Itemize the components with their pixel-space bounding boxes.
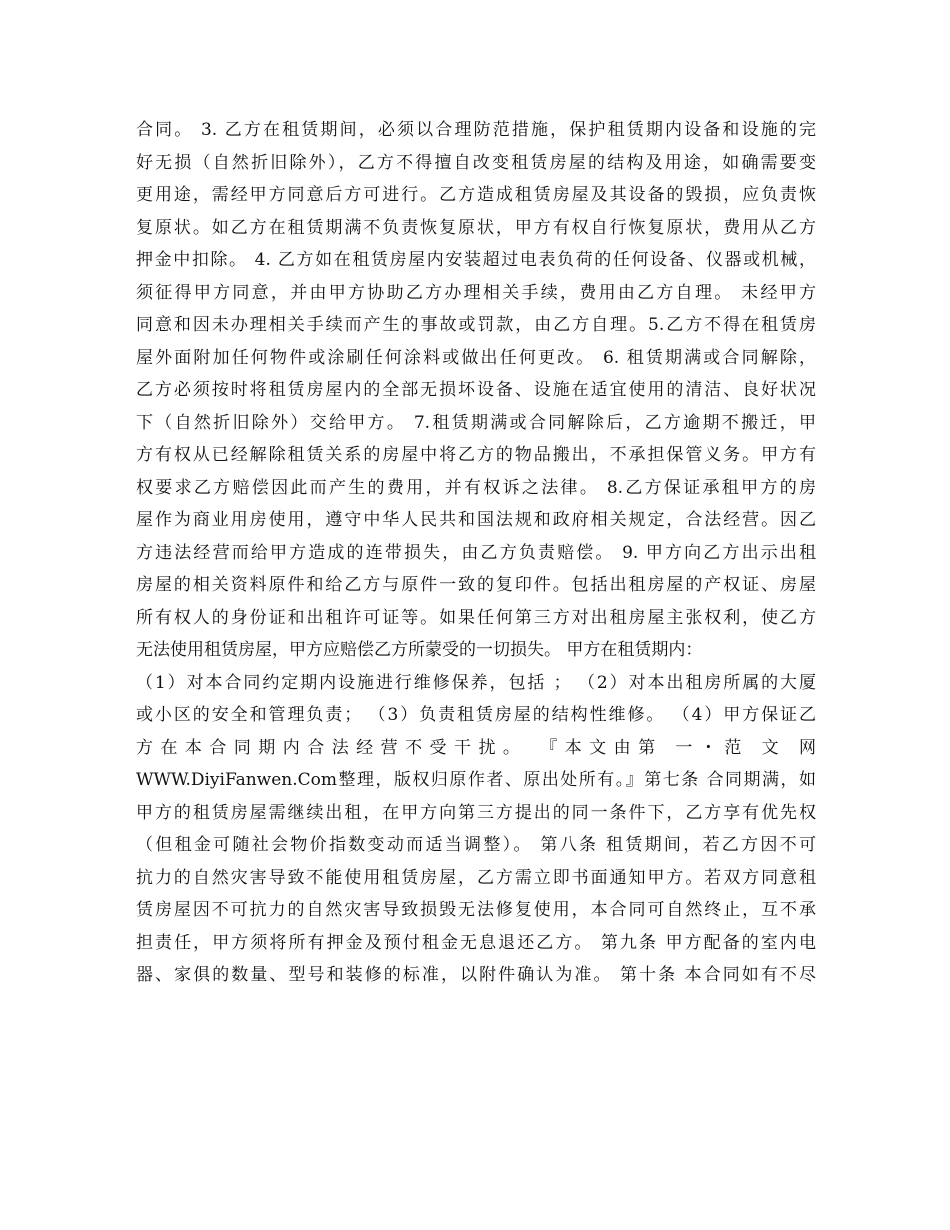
text-line: 屋外面附加任何物件或涂刷任何涂料或做出任何更改。 6. 租赁期满或合同解除， (136, 347, 816, 368)
text-line: 甲方的租赁房屋需继续出租，在甲方向第三方提出的同一条件下，乙方享有优先权 (136, 802, 816, 823)
text-line: 屋作为商业用房使用，遵守中华人民共和国法规和政府相关规定，合法经营。因乙 (136, 510, 816, 530)
text-line: 方有权从已经解除租赁关系的房屋中将乙方的物品搬出，不承担保管义务。甲方有 (136, 445, 816, 465)
text-line: 合同。 3. 乙方在租赁期间，必须以合理防范措施，保护租赁期内设备和设施的完 (136, 120, 816, 140)
contract-text-body (136, 114, 816, 992)
text-line: 乙方必须按时将租赁房屋内的全部无损坏设备、设施在适宜使用的清洁、良好状况 (136, 380, 816, 400)
text-line: 或小区的安全和管理负责； （3）负责租赁房屋的结构性维修。 （4）甲方保证乙 (136, 705, 816, 725)
text-line: 赁房屋因不可抗力的自然灾害导致损毁无法修复使用，本合同可自然终止，互不承 (136, 900, 816, 920)
text-line: （1）对本合同约定期内设施进行维修保养，包括 ； （2）对本出租房所属的大厦 (136, 672, 816, 693)
text-line: 须征得甲方同意，并由甲方协助乙方办理相关手续，费用由乙方自理。 未经甲方 (136, 282, 816, 303)
text-line: 器、家俱的数量、型号和装修的标准，以附件确认为准。 第十条 本合同如有不尽 (136, 965, 816, 985)
text-line: 方在本合同期内合法经营不受干扰。 『本文由第 一・范 文 网 (136, 737, 816, 758)
text-line: 权要求乙方赔偿因此而产生的费用，并有权诉之法律。 8.乙方保证承租甲方的房 (136, 477, 816, 498)
text-line: 更用途，需经甲方同意后方可进行。乙方造成租赁房屋及其设备的毁损，应负责恢 (136, 185, 816, 205)
text-line: 同意和因未办理相关手续而产生的事故或罚款，由乙方自理。5.乙方不得在租赁房 (136, 315, 816, 335)
text-line: WWW.DiyiFanwen.Com整理，版权归原作者、原出处所有。』第七条 合同期满，如 (136, 770, 816, 790)
text-line: 好无损（自然折旧除外），乙方不得擅自改变租赁房屋的结构及用途，如确需要变 (136, 152, 816, 173)
text-line: （但租金可随社会物价指数变动而适当调整）。 第八条 租赁期间，若乙方因不可 (136, 835, 816, 855)
text-line: 无法使用租赁房屋，甲方应赔偿乙方所蒙受的一切损失。 甲方在租赁期内： (136, 640, 703, 660)
text-line: 抗力的自然灾害导致不能使用租赁房屋，乙方需立即书面通知甲方。若双方同意租 (136, 867, 816, 888)
text-line: 所有权人的身份证和出租许可证等。如果任何第三方对出租房屋主张权利，使乙方 (136, 607, 816, 628)
text-line: 押金中扣除。 4. 乙方如在租赁房屋内安装超过电表负荷的任何设备、仪器或机械， (136, 250, 816, 270)
text-line: 担责任，甲方须将所有押金及预付租金无息退还乙方。 第九条 甲方配备的室内电 (136, 932, 816, 953)
text-line: 房屋的相关资料原件和给乙方与原件一致的复印件。包括出租房屋的产权证、房屋 (136, 575, 816, 595)
text-line: 复原状。如乙方在租赁期满不负责恢复原状，甲方有权自行恢复原状，费用从乙方 (136, 217, 816, 238)
text-line: 下（自然折旧除外）交给甲方。 7.租赁期满或合同解除后，乙方逾期不搬迁，甲 (136, 412, 816, 433)
text-line: 方违法经营而给甲方造成的连带损失，由乙方负责赔偿。 9. 甲方向乙方出示出租 (136, 542, 816, 563)
